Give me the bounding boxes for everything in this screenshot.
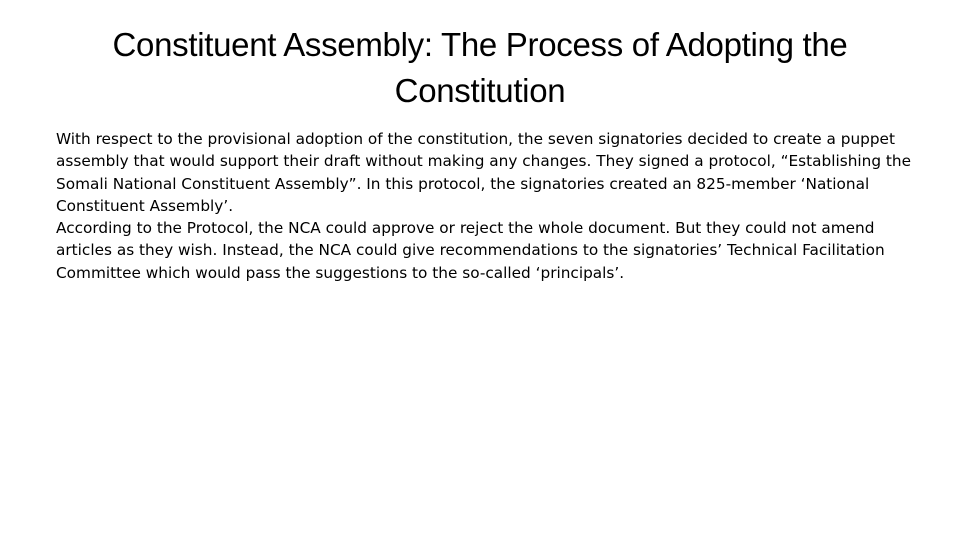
body-paragraph-2: According to the Protocol, the NCA could approve or reject the whole document. But they could not amend articles as they wish. Instead, the NCA could give recommendations to the signatories’ Technical Facilitation Committee which would pass the suggestions to the so-called ‘principals’.	[56, 219, 885, 282]
slide-body	[56, 128, 916, 284]
slide-title: Constituent Assembly: The Process of Adopting the Constitution	[112, 26, 848, 109]
body-paragraph-1: With respect to the provisional adoption of the constitution, the seven signatories decided to create a puppet assembly that would support their draft without making any changes. They signed a protocol, “Establishing the Somali National Constituent Assembly”. In this protocol, the signatories created an 825-member ‘National Constituent Assembly’.	[56, 130, 912, 215]
